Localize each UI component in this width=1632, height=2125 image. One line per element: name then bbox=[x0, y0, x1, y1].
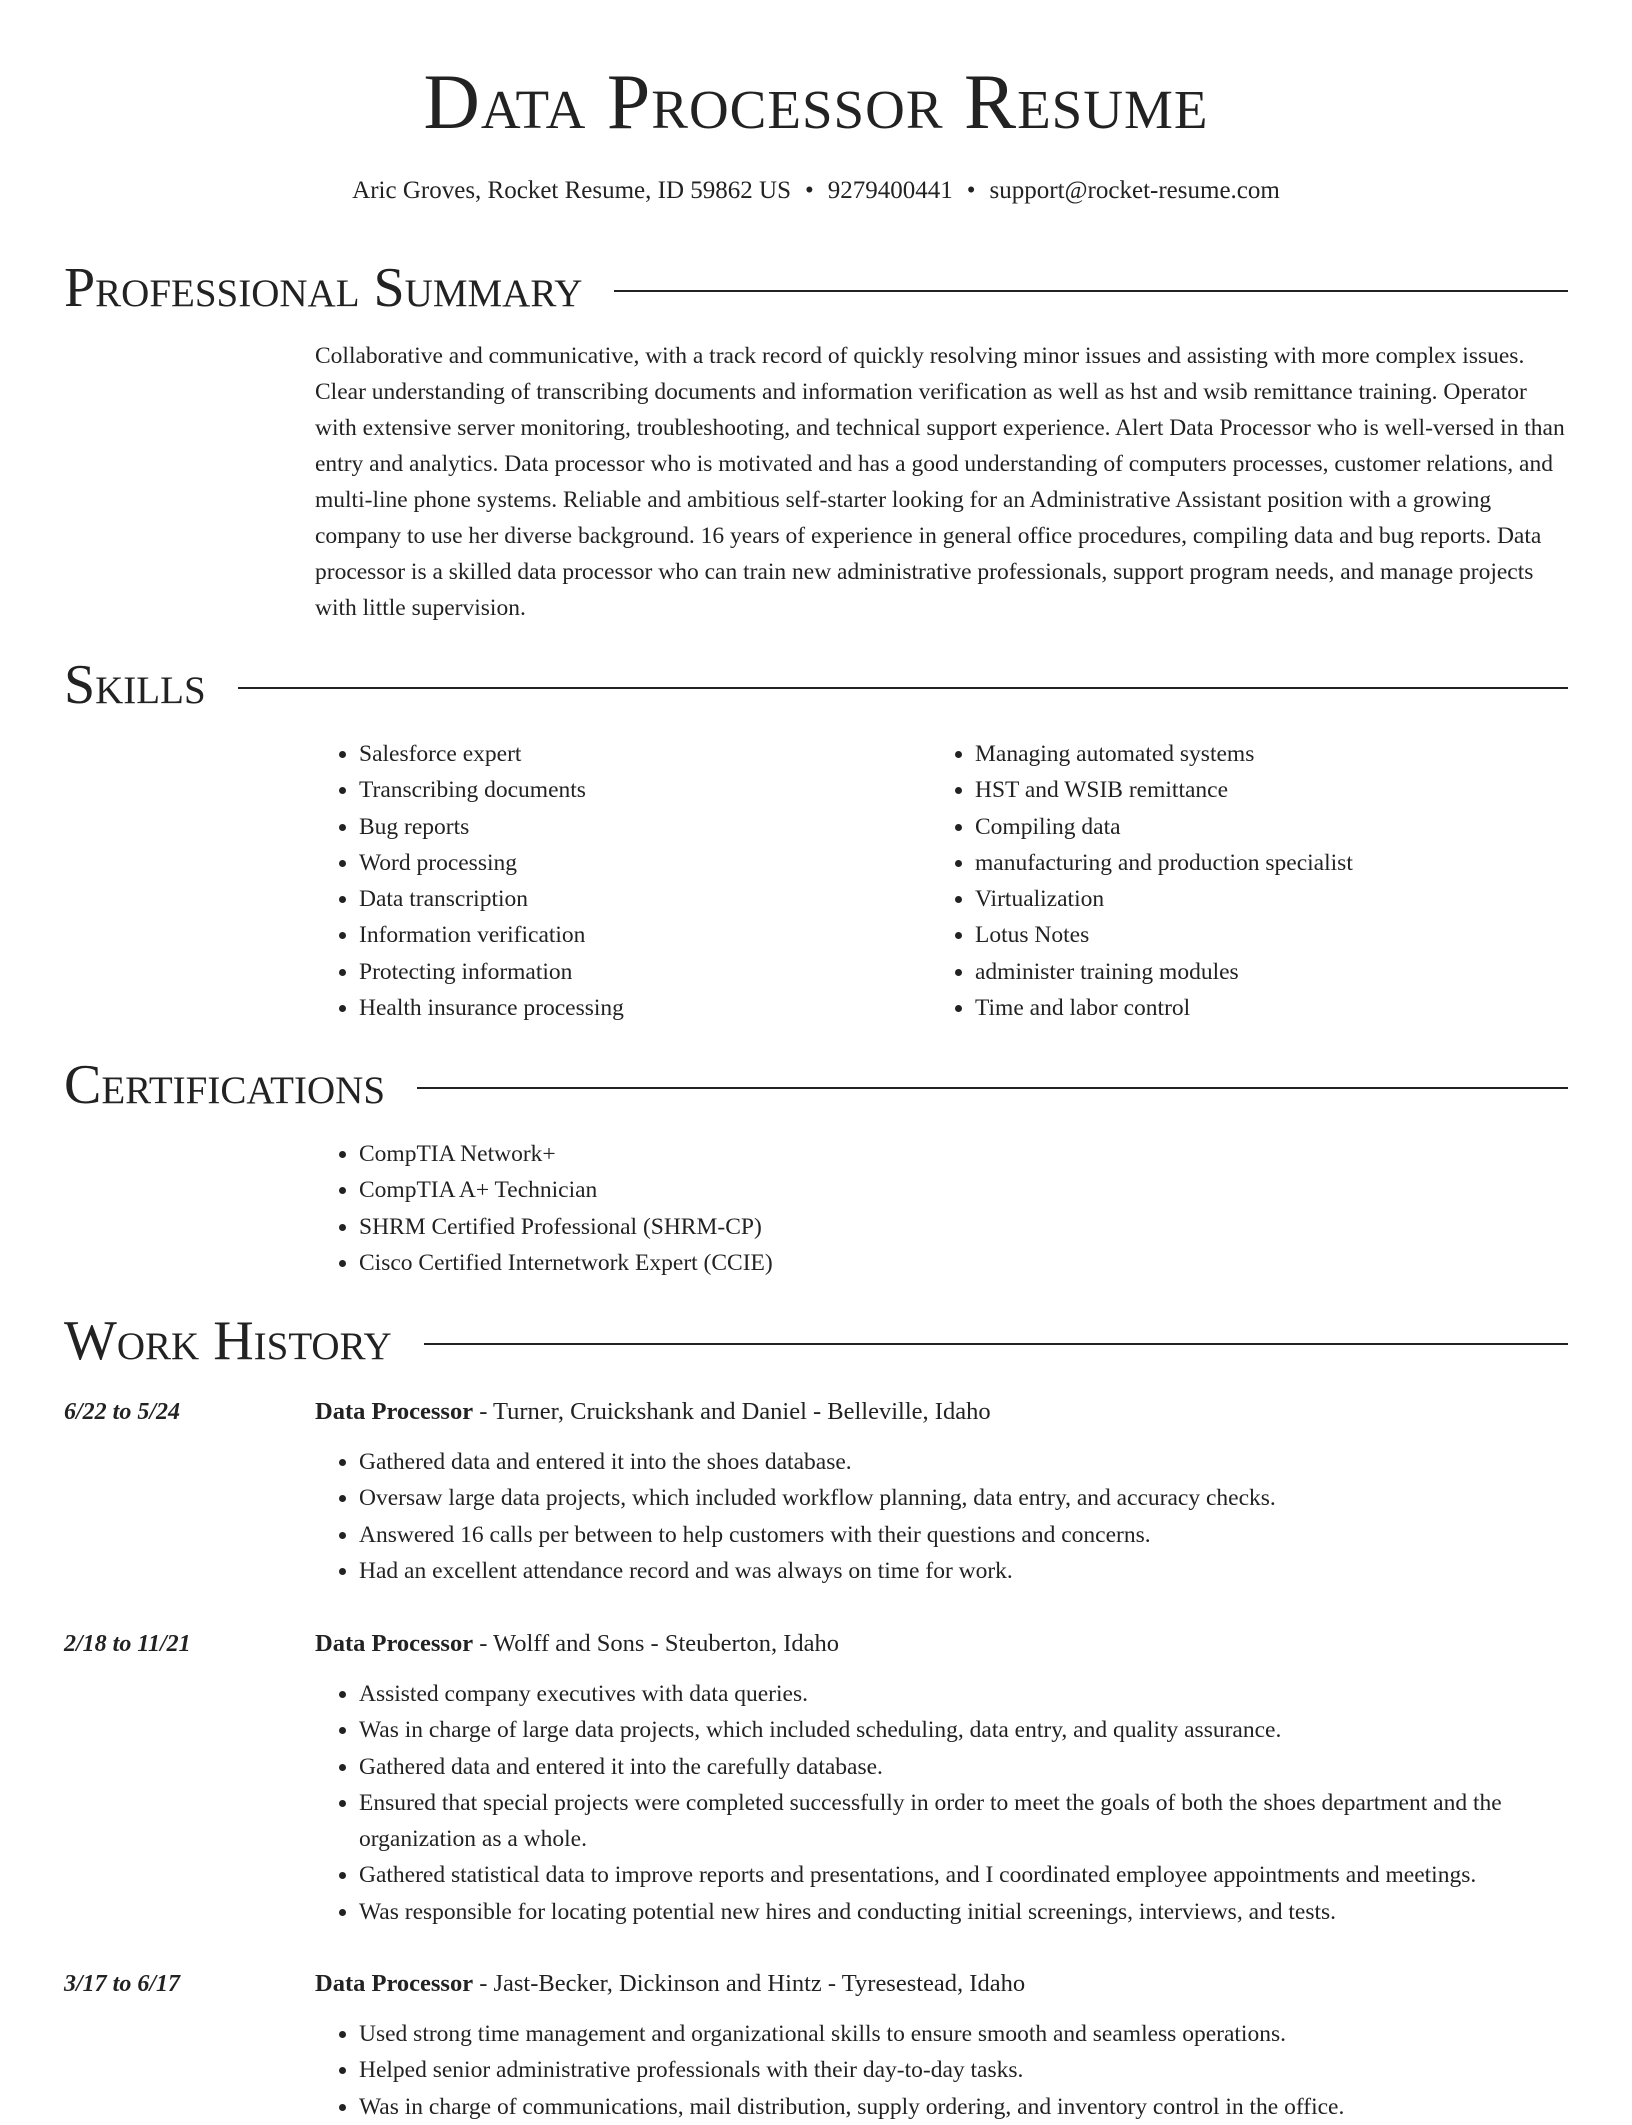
summary-text: Collaborative and communicative, with a track record of quickly resolving minor issues and assisting with more complex issues. Clear understanding of transcribing documents and information verification as well as hst and wsib remittance training. Operator with extensive server monitoring, troubleshooting, and technical support experience. Alert Data Processor who is well-versed in than entry and analytics. Data processor who is motivated and has a good understanding of computers processes, customer relations, and multi-line phone systems. Reliable and ambitious self-starter looking for an Administrative Assistant position with a growing company to use her diverse background. 16 years of experience in general office procedures, compiling data and bug reports. Data processor is a skilled data processor who can train new administrative professionals, support program needs, and manage projects with little supervision. bbox=[315, 343, 1565, 621]
list-item: • Gathered statistical data to improve reports and presentations, and I coordinated employee appointments and meetings. bbox=[359, 1857, 1568, 1893]
contact-email[interactable]: support@rocket-resume.com bbox=[989, 177, 1280, 204]
section-title: Certifications bbox=[64, 1054, 386, 1116]
list-item: • manufacturing and production specialist bbox=[975, 845, 1568, 881]
list-item: • Data transcription bbox=[359, 881, 915, 917]
job-role: Data Processor bbox=[315, 1970, 474, 1997]
job-employer: - Turner, Cruickshank and Daniel - Belleville, Idaho bbox=[473, 1398, 991, 1425]
list-item: • Cisco Certified Internetwork Expert (CCIE) bbox=[359, 1245, 773, 1281]
job-bullet-list bbox=[315, 1444, 1568, 1589]
job-heading bbox=[315, 1397, 991, 1427]
list-item: • Protecting information bbox=[359, 954, 915, 990]
contact-address: Aric Groves, Rocket Resume, ID 59862 US bbox=[352, 177, 791, 204]
section-title: Professional Summary bbox=[64, 257, 583, 319]
list-item: • SHRM Certified Professional (SHRM-CP) bbox=[359, 1209, 773, 1245]
skills-column-right bbox=[931, 736, 1568, 1026]
skills-column-left bbox=[315, 736, 915, 1026]
job-heading bbox=[315, 1969, 1025, 1999]
list-item: • Time and labor control bbox=[975, 990, 1568, 1026]
list-item: • Gathered data and entered it into the carefully database. bbox=[359, 1749, 1568, 1785]
list-item: • Bug reports bbox=[359, 809, 915, 845]
certifications bbox=[315, 1136, 773, 1281]
list-item: • Lotus Notes bbox=[975, 917, 1568, 953]
job-dates: 3/17 to 6/17 bbox=[64, 1971, 181, 1997]
list-item: • Managing automated systems bbox=[975, 736, 1568, 772]
section-header-certifications bbox=[64, 1055, 1568, 1115]
list-item: • Helped senior administrative professionals with their day-to-day tasks. bbox=[359, 2052, 1568, 2088]
job-employer: - Wolff and Sons - Steuberton, Idaho bbox=[473, 1630, 840, 1657]
list-item: • administer training modules bbox=[975, 954, 1568, 990]
certifications-list bbox=[315, 1136, 773, 1281]
list-item: • Used strong time management and organizational skills to ensure smooth and seamless operations. bbox=[359, 2016, 1568, 2052]
list-item: • Was in charge of large data projects, which included scheduling, data entry, and quality assurance. bbox=[359, 1712, 1568, 1748]
job-dates: 2/18 to 11/21 bbox=[64, 1631, 191, 1657]
list-item: • Assisted company executives with data queries. bbox=[359, 1676, 1568, 1712]
section-divider bbox=[614, 290, 1568, 292]
section-header-work-history bbox=[64, 1311, 1568, 1371]
list-item: • Was in charge of communications, mail distribution, supply ordering, and inventory control in the office. bbox=[359, 2089, 1568, 2125]
job-dates: 6/22 to 5/24 bbox=[64, 1399, 181, 1425]
list-item: • Oversaw large data projects, which included workflow planning, data entry, and accuracy checks. bbox=[359, 1480, 1568, 1516]
list-item: • Gathered data and entered it into the shoes database. bbox=[359, 1444, 1568, 1480]
list-item: • Word processing bbox=[359, 845, 915, 881]
list-item: • Ensured that special projects were completed successfully in order to meet the goals of both the shoes department and the organization as a whole. bbox=[359, 1785, 1568, 1858]
job-heading bbox=[315, 1629, 839, 1659]
section-header-summary bbox=[64, 258, 1568, 318]
list-item: • Health insurance processing bbox=[359, 990, 915, 1026]
list-item: • Virtualization bbox=[975, 881, 1568, 917]
list-item: • Salesforce expert bbox=[359, 736, 915, 772]
list-item: • Information verification bbox=[359, 917, 915, 953]
section-divider bbox=[238, 687, 1568, 689]
list-item: • Answered 16 calls per between to help customers with their questions and concerns. bbox=[359, 1517, 1568, 1553]
contact-phone: 9279400441 bbox=[827, 177, 953, 204]
job-duties bbox=[315, 2016, 1568, 2125]
job-bullet-list bbox=[315, 1676, 1568, 1930]
section-divider bbox=[417, 1087, 1568, 1089]
list-item: • Was responsible for locating potential new hires and conducting initial screenings, interviews, and tests. bbox=[359, 1894, 1568, 1930]
section-title: Work History bbox=[64, 1310, 392, 1372]
skills-list bbox=[931, 736, 1568, 1026]
job-bullet-list bbox=[315, 2016, 1568, 2125]
section-divider bbox=[424, 1343, 1568, 1345]
job-role: Data Processor bbox=[315, 1398, 474, 1425]
job-duties bbox=[315, 1676, 1568, 1930]
section-header-skills bbox=[64, 655, 1568, 715]
list-item: • HST and WSIB remittance bbox=[975, 772, 1568, 808]
contact-separator: • bbox=[966, 177, 976, 204]
list-item: • CompTIA A+ Technician bbox=[359, 1172, 773, 1208]
job-role: Data Processor bbox=[315, 1630, 474, 1657]
list-item: • CompTIA Network+ bbox=[359, 1136, 773, 1172]
list-item: • Had an excellent attendance record and was always on time for work. bbox=[359, 1553, 1568, 1589]
section-title: Skills bbox=[64, 654, 206, 716]
resume-title: Data Processor Resume bbox=[423, 58, 1209, 145]
skills-list bbox=[315, 736, 915, 1026]
job-duties bbox=[315, 1444, 1568, 1589]
list-item: • Compiling data bbox=[975, 809, 1568, 845]
contact-separator: • bbox=[805, 177, 814, 204]
job-employer: - Jast-Becker, Dickinson and Hintz - Tyresestead, Idaho bbox=[473, 1970, 1026, 1997]
list-item: • Transcribing documents bbox=[359, 772, 915, 808]
contact-line bbox=[0, 176, 1632, 206]
